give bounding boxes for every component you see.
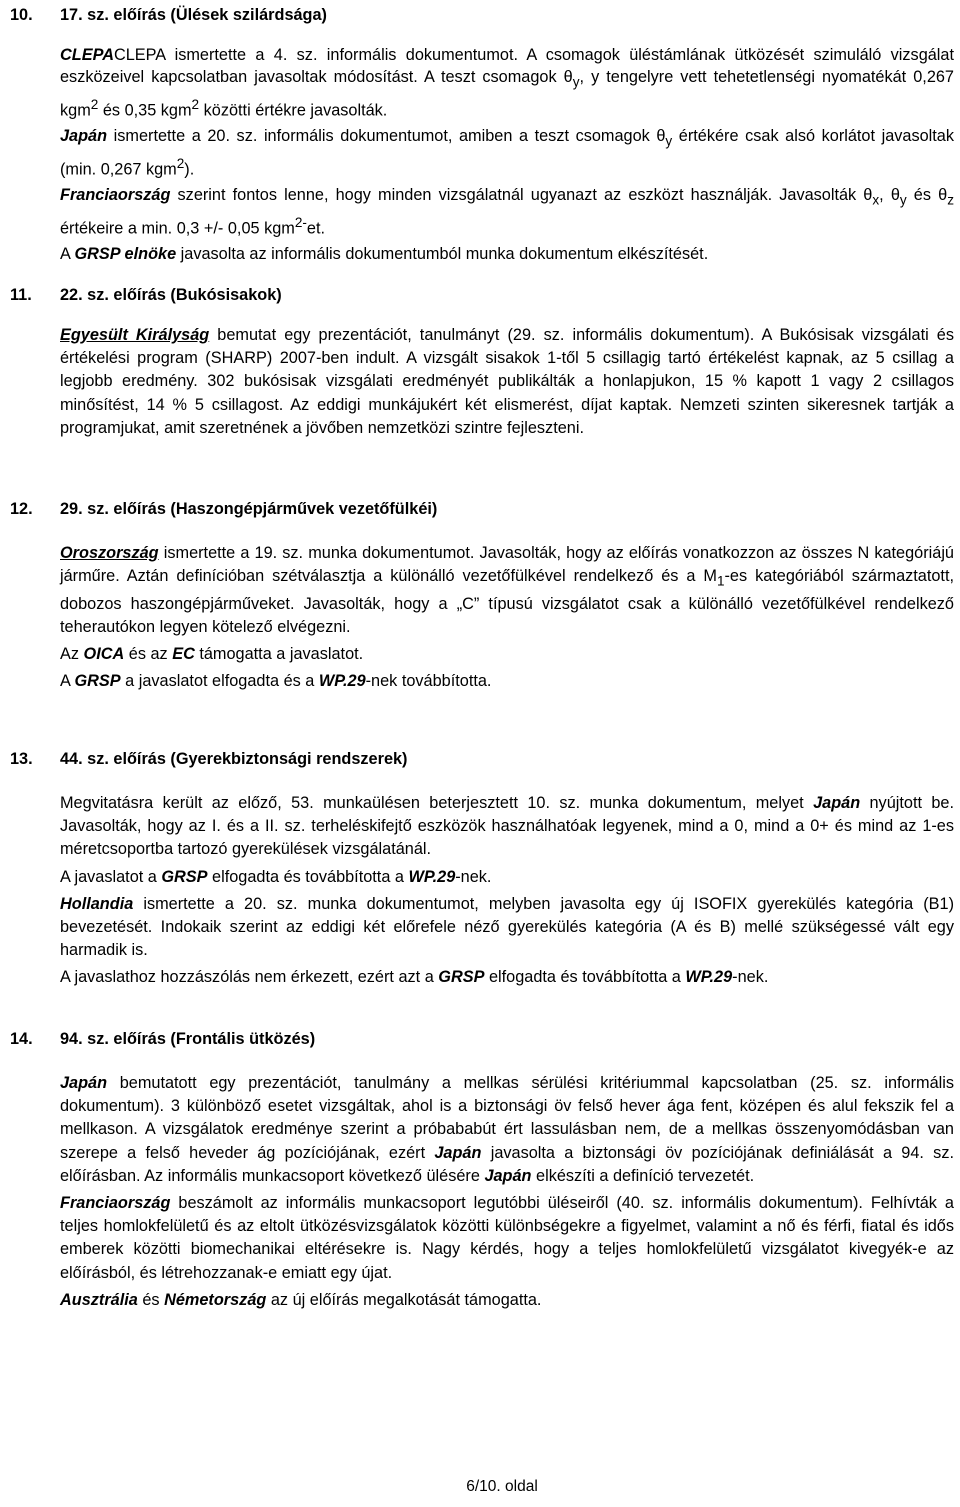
section-title: 17. sz. előírás (Ülések szilárdsága)	[60, 6, 327, 24]
org-name: WP.29	[408, 867, 456, 886]
section-title: 22. sz. előírás (Bukósisakok)	[60, 286, 282, 304]
org-name: GRSP elnöke	[74, 245, 177, 264]
section-title: 94. sz. előírás (Frontális ütközés)	[60, 1030, 316, 1048]
org-name: GRSP	[74, 672, 121, 691]
section-14	[10, 1028, 954, 1316]
section-heading	[10, 4, 954, 26]
country-name: Hollandia	[60, 894, 134, 913]
paragraph: Ausztrália és Németország az új előírás megalkotását támogatta.	[60, 1290, 542, 1309]
section-body	[60, 324, 954, 440]
paragraph: Az OICA és az EC támogatta a javaslatot.	[60, 645, 364, 664]
section-13	[10, 748, 954, 994]
section-body	[60, 542, 954, 693]
paragraph: CLEPACLEPA ismertette a 4. sz. informális dokumentumot. A csomagok üléstámlának ütközését szimuláló vizsgálat eszközeivel kapcsolatban javasoltak módosítást. A teszt csomagok $\theta_y$, y tengelyre vett tehetetlenségi nyomatékát 0,267 kgm$^2$ és 0,35 kgm$^2$ közötti értékre javasolták.	[60, 46, 954, 120]
page-footer	[0, 1478, 960, 1496]
paragraph: A javaslathoz hozzászólás nem érkezett, ezért azt a GRSP elfogadta és továbbította a WP.29-nek.	[60, 968, 769, 987]
section-title: 44. sz. előírás (Gyerekbiztonsági rendszerek)	[60, 750, 408, 768]
country-name: Oroszország	[60, 544, 159, 562]
country-name: Franciaország	[60, 186, 171, 205]
section-10	[10, 4, 954, 270]
org-name: GRSP	[161, 867, 208, 886]
section-body	[60, 44, 954, 266]
section-11	[10, 284, 954, 444]
country-name: Franciaország	[60, 1194, 171, 1213]
paragraph: Hollandia ismertette a 20. sz. munka dokumentumot, melyben javasolta egy új ISOFIX gyerekülés kategória (B1) bevezetését. Indokaik szerint az eddigi két előrefele néző gyerekülés kategória (A és B) mellé szükségessé vált egy harmadik is.	[60, 894, 954, 960]
paragraph: Egyesült Királyság bemutat egy prezentációt, tanulmányt (29. sz. informális dokumentum). A Bukósisak vizsgálati és értékelési program (SHARP) 2007-ben indult. A vizsgált sisakok 1-től 5 csillagig tartó értékelést kapnak, az 5 csillag a legjobb eredmény. 302 bukósisak vizsgálati eredményét publikálták a honlapjukon, 15 % kapott 1 vagy 2 csillagos minősítést, 14 % 5 csillagost. Az eddigi munkájukért két elismerést, díjat kaptak. Nemzeti szinten sikeresnek tartják a programjukat, amit szeretnének a jövőben nemzetközi szintre fejleszteni.	[60, 326, 954, 437]
section-heading	[10, 748, 954, 770]
section-number: 12.	[10, 500, 33, 518]
section-heading	[10, 498, 954, 520]
org-name: OICA	[83, 645, 125, 664]
section-number: 10.	[10, 6, 33, 24]
paragraph: A GRSP a javaslatot elfogadta és a WP.29-nek továbbította.	[60, 672, 492, 691]
section-heading	[10, 284, 954, 306]
paragraph: Franciaország szerint fontos lenne, hogy minden vizsgálatnál ugyanazt az eszközt használják. Javasolták $\theta_x$, $\theta_y$ és $\theta_z$ értékeire a min. 0,3 +/- 0,05 kgm$^{2-}$et.	[60, 186, 954, 238]
section-12	[10, 498, 954, 697]
section-body	[60, 792, 954, 990]
section-title: 29. sz. előírás (Haszongépjárművek vezetőfülkéi)	[60, 500, 438, 518]
country-name: Egyesült Királyság	[60, 326, 210, 344]
org-name: WP.29	[318, 672, 366, 691]
page-number: 6/10. oldal	[466, 1478, 538, 1495]
section-number: 13.	[10, 750, 33, 768]
section-heading	[10, 1028, 954, 1050]
org-name: EC	[172, 645, 195, 664]
country-name: Japán	[813, 794, 861, 812]
country-name: Japán	[434, 1143, 482, 1162]
paragraph: Oroszország ismertette a 19. sz. munka dokumentumot. Javasolták, hogy az előírás vonatkozzon az összes N kategóriájú járműre. Aztán definícióban szétválasztja a különálló vezetőfülkével rendelkező és a $M_1-es$ kategóriából származtatott, dobozos haszongépjárműveket. Javasolták, hogy a „C” típusú vizsgálatot csak a különálló vezetőfülkével rendelkező teherautókon legyen kötelező elvégezni.	[60, 544, 954, 636]
paragraph: Megvitatásra került az előző, 53. munkaülésen beterjesztett 10. sz. munka dokumentum, melyet Japán nyújtott be. Javasolták, hogy az I. és a II. sz. terheléskifejtő eszközök használhatóak legyenek, mind a 0, mind a 0+ és mind az 1-es méretcsoportba tartozó gyerekülések vizsgálatánál.	[60, 794, 954, 859]
paragraph: Franciaország beszámolt az informális munkacsoport legutóbbi üléseiről (40. sz. informális dokumentum). Felhívták a teljes homlokfelületű és az eltolt ütközésvizsgálatok közötti különbségekre a figyelmet, valamint a nő és férfi, fiatal és idős emberek közötti biomechanikai eltérésekre is. Nagy kérdés, hogy a teljes homlokfelületű vizsgálatot kivegyék-e az előírásból, és létrehozzanak-e emiatt egy újat.	[60, 1194, 954, 1282]
org-name: GRSP	[438, 968, 485, 987]
paragraph: Japán ismertette a 20. sz. informális dokumentumot, amiben a teszt csomagok $\theta_y$ értékére csak alsó korlátot javasoltak (min. 0,267 kgm$^2$).	[60, 127, 954, 179]
paragraph: A GRSP elnöke javasolta az informális dokumentumból munka dokumentum elkészítését.	[60, 245, 709, 264]
org-name: WP.29	[685, 968, 733, 987]
section-body	[60, 1072, 954, 1312]
paragraph: Japán bemutatott egy prezentációt, tanulmány a mellkas sérülési kritériummal kapcsolatban (25. sz. informális dokumentum). 3 különböző esetet vizsgáltak, ahol is a biztonsági öv felső hever ága fent, középen és alul fekszik fel a mellkason. A vizsgálatok eredménye szerint a próbababút ért lassulásban nem, de a mellkas összenyomódásban van szerepe a felső heveder ág pozíciójának, ezért Japán javasolta a biztonsági öv pozíciójának definiálását a 94. sz. előírásban. Az informális munkacsoport következő ülésére Japán elkészíti a definíció tervezetét.	[60, 1074, 954, 1185]
country-name: Németország	[164, 1290, 267, 1309]
country-name: Ausztrália	[60, 1290, 138, 1309]
paragraph: A javaslatot a GRSP elfogadta és továbbította a WP.29-nek.	[60, 867, 492, 886]
section-number: 11.	[10, 286, 32, 304]
country-name: Japán	[60, 127, 108, 146]
country-name: Japán	[60, 1074, 108, 1092]
section-number: 14.	[10, 1030, 33, 1048]
country-name: Japán	[484, 1166, 532, 1185]
